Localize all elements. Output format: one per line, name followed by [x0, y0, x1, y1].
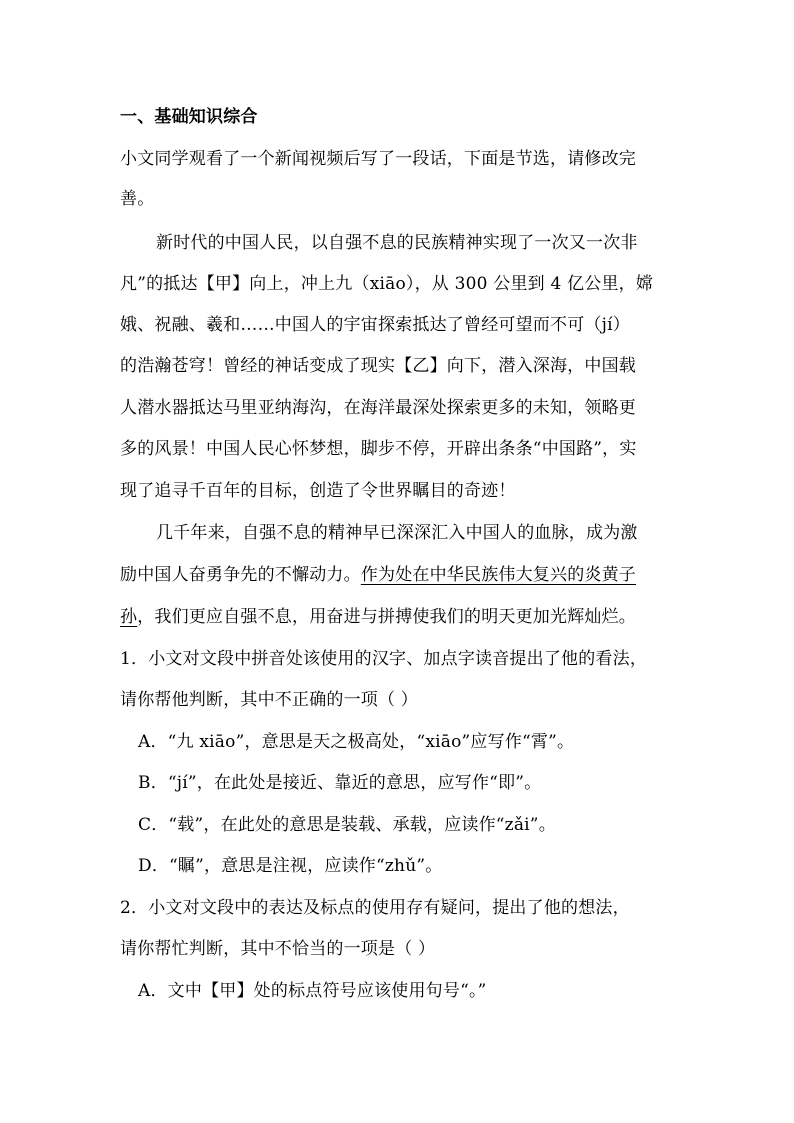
question-1-option-a: A．“九 xiāo”，意思是天之极高处，“xiāo”应写作“霄”。 — [138, 732, 575, 752]
passage-p1-line-6: 多的风景！中国人民心怀梦想，脚步不停，开辟出条条“中国路”，实 — [120, 439, 637, 459]
passage-p2-line-1: 几千年来，自强不息的精神早已深深汇入中国人的血脉，成为激 — [156, 523, 638, 543]
question-1-option-b: B．“jí”，在此处是接近、靠近的意思，应写作“即”。 — [138, 773, 542, 793]
section-heading: 一、基础知识综合 — [120, 107, 258, 127]
underlined-sentence-part-2: 孙 — [120, 607, 138, 627]
question-2-stem-line-1: 2．小文对文段中的表达及标点的使用存有疑问，提出了他的想法， — [120, 898, 630, 918]
question-1-option-d: D．“瞩”，意思是注视，应读作“zhǔ”。 — [138, 856, 443, 876]
passage-p2-line-2 — [120, 564, 680, 586]
passage-p1-line-2: 凡”的抵达【甲】向上，冲上九（xiāo），从 300 公里到 4 亿公里，嫦 — [120, 274, 654, 294]
passage-p2-line-3 — [120, 606, 680, 628]
passage-p2-line-2-plain: 励中国人奋勇争先的不懈动力。 — [120, 565, 361, 585]
question-2-stem-line-2: 请你帮忙判断，其中不恰当的一项是（ ） — [120, 939, 436, 959]
intro-line-1: 小文同学观看了一个新闻视频后写了一段话，下面是节选，请修改完 — [120, 149, 636, 169]
question-2-option-a: A．文中【甲】处的标点符号应该使用句号“。” — [138, 981, 487, 1001]
passage-p1-line-5: 人潜水器抵达马里亚纳海沟，在海洋最深处探索更多的未知，领略更 — [120, 398, 636, 418]
passage-p1-line-7: 现了追寻千百年的目标，创造了令世界瞩目的奇迹！ — [120, 481, 516, 501]
passage-p1-line-1: 新时代的中国人民，以自强不息的民族精神实现了一次又一次非 — [156, 233, 638, 253]
passage-p1-line-3: 娥、祝融、羲和……中国人的宇宙探索抵达了曾经可望而不可（jí） — [120, 315, 630, 335]
passage-p1-line-4: 的浩瀚苍穹！曾经的神话变成了现实【乙】向下，潜入深海，中国载 — [120, 356, 636, 376]
question-1-option-c: C．“载”，在此处的意思是装载、承载，应读作“zǎi”。 — [138, 815, 556, 835]
intro-line-2: 善。 — [120, 189, 155, 209]
underlined-sentence-part-1: 作为处在中华民族伟大复兴的炎黄子 — [360, 565, 637, 585]
passage-p2-line-3-plain: ，我们更应自强不息，用奋进与拼搏使我们的明天更加光辉灿烂。 — [137, 607, 637, 627]
question-1-stem-line-2: 请你帮他判断，其中不正确的一项（ ） — [120, 690, 419, 710]
question-1-stem-line-1: 1．小文对文段中拼音处该使用的汉字、加点字读音提出了他的看法， — [120, 649, 648, 669]
